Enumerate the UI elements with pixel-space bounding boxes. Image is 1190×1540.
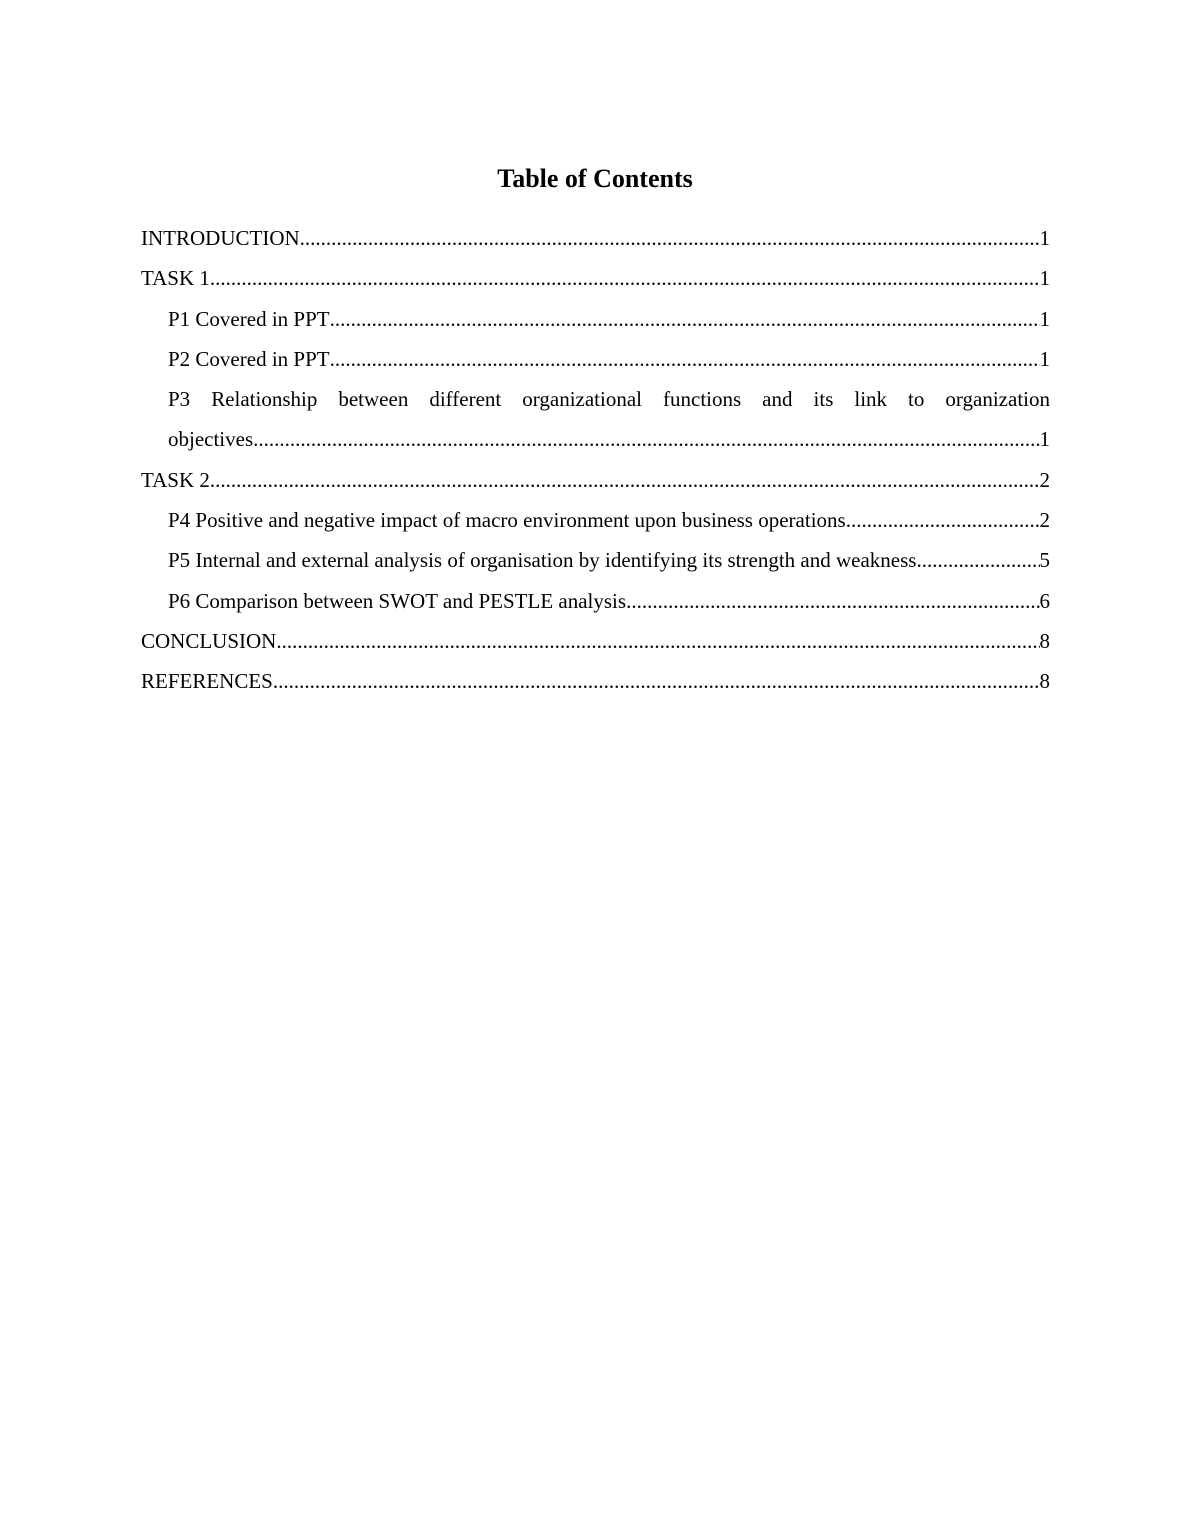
toc-entry-label: P5 Internal and external analysis of organisation by identifying its strength and weakness [168, 548, 917, 573]
toc-entry-label: TASK 1 [141, 266, 210, 291]
dot-leader [276, 621, 1039, 661]
toc-entry-p1[interactable] [141, 299, 1050, 339]
toc-page-number: 8 [1039, 669, 1050, 694]
toc-page-number: 5 [1039, 548, 1050, 573]
dot-leader [330, 339, 1040, 379]
table-of-contents [141, 218, 1050, 702]
toc-entry-p6[interactable] [141, 581, 1050, 621]
toc-entry-label-line1: P3 Relationship between different organizational functions and its link to organization [168, 387, 1050, 412]
toc-entry-label: P4 Positive and negative impact of macro environment upon business operations [168, 508, 846, 533]
toc-page-number: 1 [1039, 346, 1050, 371]
toc-page-number: 1 [1039, 226, 1050, 250]
toc-entry-label: P1 Covered in PPT [168, 306, 330, 331]
toc-entry-p3[interactable] [141, 379, 1050, 460]
toc-page-number: 2 [1039, 467, 1050, 492]
dot-leader [916, 540, 1039, 580]
dot-leader [330, 299, 1040, 339]
toc-entry-label: CONCLUSION [141, 628, 277, 653]
toc-page-number: 1 [1039, 427, 1050, 452]
dot-leader [846, 500, 1040, 540]
dot-leader [210, 460, 1040, 500]
toc-page-number: 6 [1039, 588, 1050, 613]
toc-page-number: 1 [1039, 306, 1050, 331]
toc-entry-p4[interactable] [141, 500, 1050, 540]
dot-leader [210, 258, 1040, 298]
toc-entry-label: INTRODUCTION [141, 226, 300, 250]
page-title: Table of Contents [497, 164, 693, 193]
toc-entry-references[interactable] [141, 661, 1050, 701]
toc-entry-label: REFERENCES [141, 669, 273, 694]
toc-entry-label-line2: objectives [168, 427, 254, 452]
dot-leader [273, 661, 1040, 701]
dot-leader [300, 218, 1040, 258]
toc-entry-task-1[interactable] [141, 258, 1050, 298]
toc-entry-label: P2 Covered in PPT [168, 346, 330, 371]
toc-entry-label: TASK 2 [141, 467, 210, 492]
toc-entry-introduction[interactable] [141, 218, 1050, 258]
dot-leader [626, 581, 1039, 621]
toc-entry-p5[interactable] [141, 540, 1050, 580]
toc-entry-conclusion[interactable] [141, 621, 1050, 661]
toc-page-number: 8 [1039, 628, 1050, 653]
toc-page-number: 1 [1039, 266, 1050, 291]
toc-entry-p2[interactable] [141, 339, 1050, 379]
toc-entry-task-2[interactable] [141, 460, 1050, 500]
toc-entry-label: P6 Comparison between SWOT and PESTLE analysis [168, 588, 627, 613]
toc-page-number: 2 [1039, 508, 1050, 533]
dot-leader [253, 419, 1039, 459]
